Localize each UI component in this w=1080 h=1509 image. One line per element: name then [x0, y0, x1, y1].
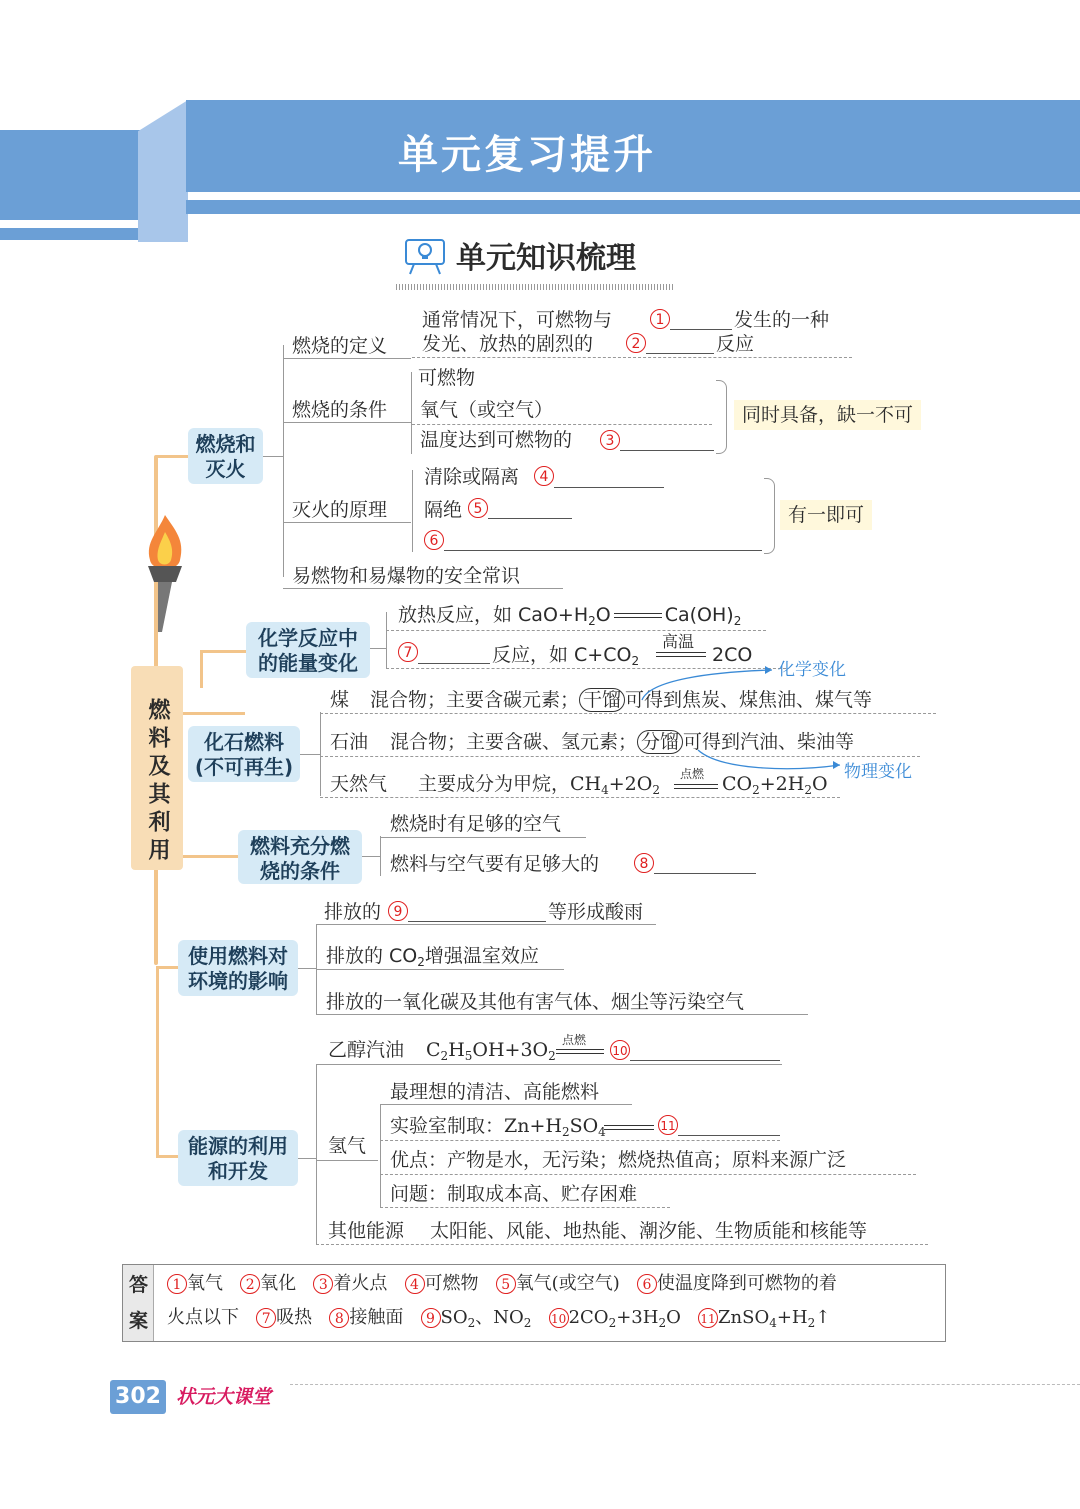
coal-line: 混合物；主要含碳元素； 干馏 可得到焦炭、煤焦油、煤气等 — [370, 689, 873, 711]
blank-9: 9 — [388, 901, 408, 921]
root-label: 燃料及其利用 — [145, 698, 170, 866]
natural-gas-line: 主要成分为甲烷，$CH_4+2O_2$ — [418, 773, 660, 797]
greenhouse-line: 排放的 $CO_2$增强温室效应 — [326, 945, 539, 969]
physical-change-note: 物理变化 — [844, 762, 912, 782]
page-number: 302 — [110, 1380, 166, 1414]
safety-knowledge: 易燃物和易爆物的安全常识 — [292, 565, 521, 587]
extinguish-note: 有一即可 — [780, 500, 872, 530]
blank-3: 3 — [600, 430, 620, 450]
branch-energy-change: 化学反应中 的能量变化 — [246, 622, 370, 678]
blank-4: 4 — [534, 466, 554, 486]
branch-fossil-fuels: 化石燃料 (不可再生) — [188, 726, 300, 782]
branch-full-combustion: 燃料充分燃 烧的条件 — [238, 830, 362, 884]
lightbulb-board-icon — [404, 236, 446, 276]
pollution-line: 排放的一氧化碳及其他有害气体、烟尘等污染空气 — [326, 991, 745, 1013]
hydrogen-advantages: 优点：产物是水，无污染；燃烧热值高；原料来源广泛 — [390, 1149, 847, 1171]
answer-row-1: 1 氧气 2 氧化 3 着火点 4 可燃物 5 氧气(或空气) 6 使温度降到可燃物的着 — [167, 1271, 837, 1297]
branch-environment-impact: 使用燃料对 环境的影响 — [178, 940, 298, 996]
answer-box: 答 案 1 氧气 2 氧化 3 着火点 4 可燃物 5 氧气(或空气) 6 使温度降到可燃物的着 火点以下 7 吸热 8 接触面 9 $SO_2$、$NO_2$ 10 $2CO_2+3H_2O$ 11 $ZnSO_4+H_2↑$ — [122, 1264, 946, 1342]
enough-contact-area: 燃料与空气要有足够大的 — [390, 853, 600, 875]
blank-10: 10 — [610, 1040, 630, 1060]
definition-line-2: 发光、放热的剧烈的 — [422, 333, 594, 355]
branch-energy-development: 能源的利用 和开发 — [178, 1130, 298, 1186]
blank-6: 6 — [424, 530, 444, 550]
hydrogen-problems: 问题：制取成本高、贮存困难 — [390, 1183, 638, 1205]
burning-conditions-label: 燃烧的条件 — [292, 399, 388, 421]
acid-rain-line: 排放的 — [324, 901, 382, 923]
answer-row-2: 火点以下 7 吸热 8 接触面 9 $SO_2$、$NO_2$ 10 $2CO_2+3H_2O$ 11 $ZnSO_4+H_2↑$ — [167, 1307, 831, 1330]
endothermic-line: 反应，如 $C+CO_2$ — [492, 644, 640, 668]
hydrogen-lab-prep: 实验室制取：$Zn+H_2SO_4$ — [390, 1115, 606, 1139]
blank-7: 7 — [398, 642, 418, 662]
condition-note: 同时具备，缺一不可 — [734, 400, 921, 430]
blank-1: 1 — [650, 309, 670, 329]
oil-line: 混合物；主要含碳、氢元素； 分馏 可得到汽油、柴油等 — [390, 731, 855, 753]
brand-logo: 状元大课堂 — [176, 1386, 272, 1408]
branch-burning-extinguish: 燃烧和 灭火 — [188, 428, 263, 484]
blank-2: 2 — [626, 333, 646, 353]
torch-icon — [140, 510, 190, 635]
root-label-box — [131, 666, 183, 870]
blank-8: 8 — [634, 853, 654, 873]
blank-5: 5 — [468, 498, 488, 518]
section-underline — [396, 284, 674, 290]
hydrogen-ideal-fuel: 最理想的清洁、高能燃料 — [390, 1081, 600, 1103]
ethanol-equation: $C_2H_5OH+3O_2$ — [426, 1039, 556, 1063]
chemical-change-note: 化学变化 — [778, 660, 846, 680]
definition-line-1: 通常情况下，可燃物与 — [422, 309, 613, 331]
other-energy: 太阳能、风能、地热能、潮汐能、生物质能和核能等 — [430, 1220, 868, 1242]
banner — [0, 100, 1080, 250]
change-arrows — [630, 660, 860, 780]
exothermic-line: 放热反应，如 $CaO+H_2O$ $Ca(OH)_2$ — [398, 604, 742, 628]
section-title: 单元知识梳理 — [456, 241, 636, 276]
enough-air: 燃烧时有足够的空气 — [390, 813, 562, 835]
burning-definition-label: 燃烧的定义 — [292, 335, 388, 357]
extinguish-principle-label: 灭火的原理 — [292, 499, 388, 521]
banner-title: 单元复习提升 — [398, 132, 656, 178]
blank-11: 11 — [658, 1115, 678, 1135]
